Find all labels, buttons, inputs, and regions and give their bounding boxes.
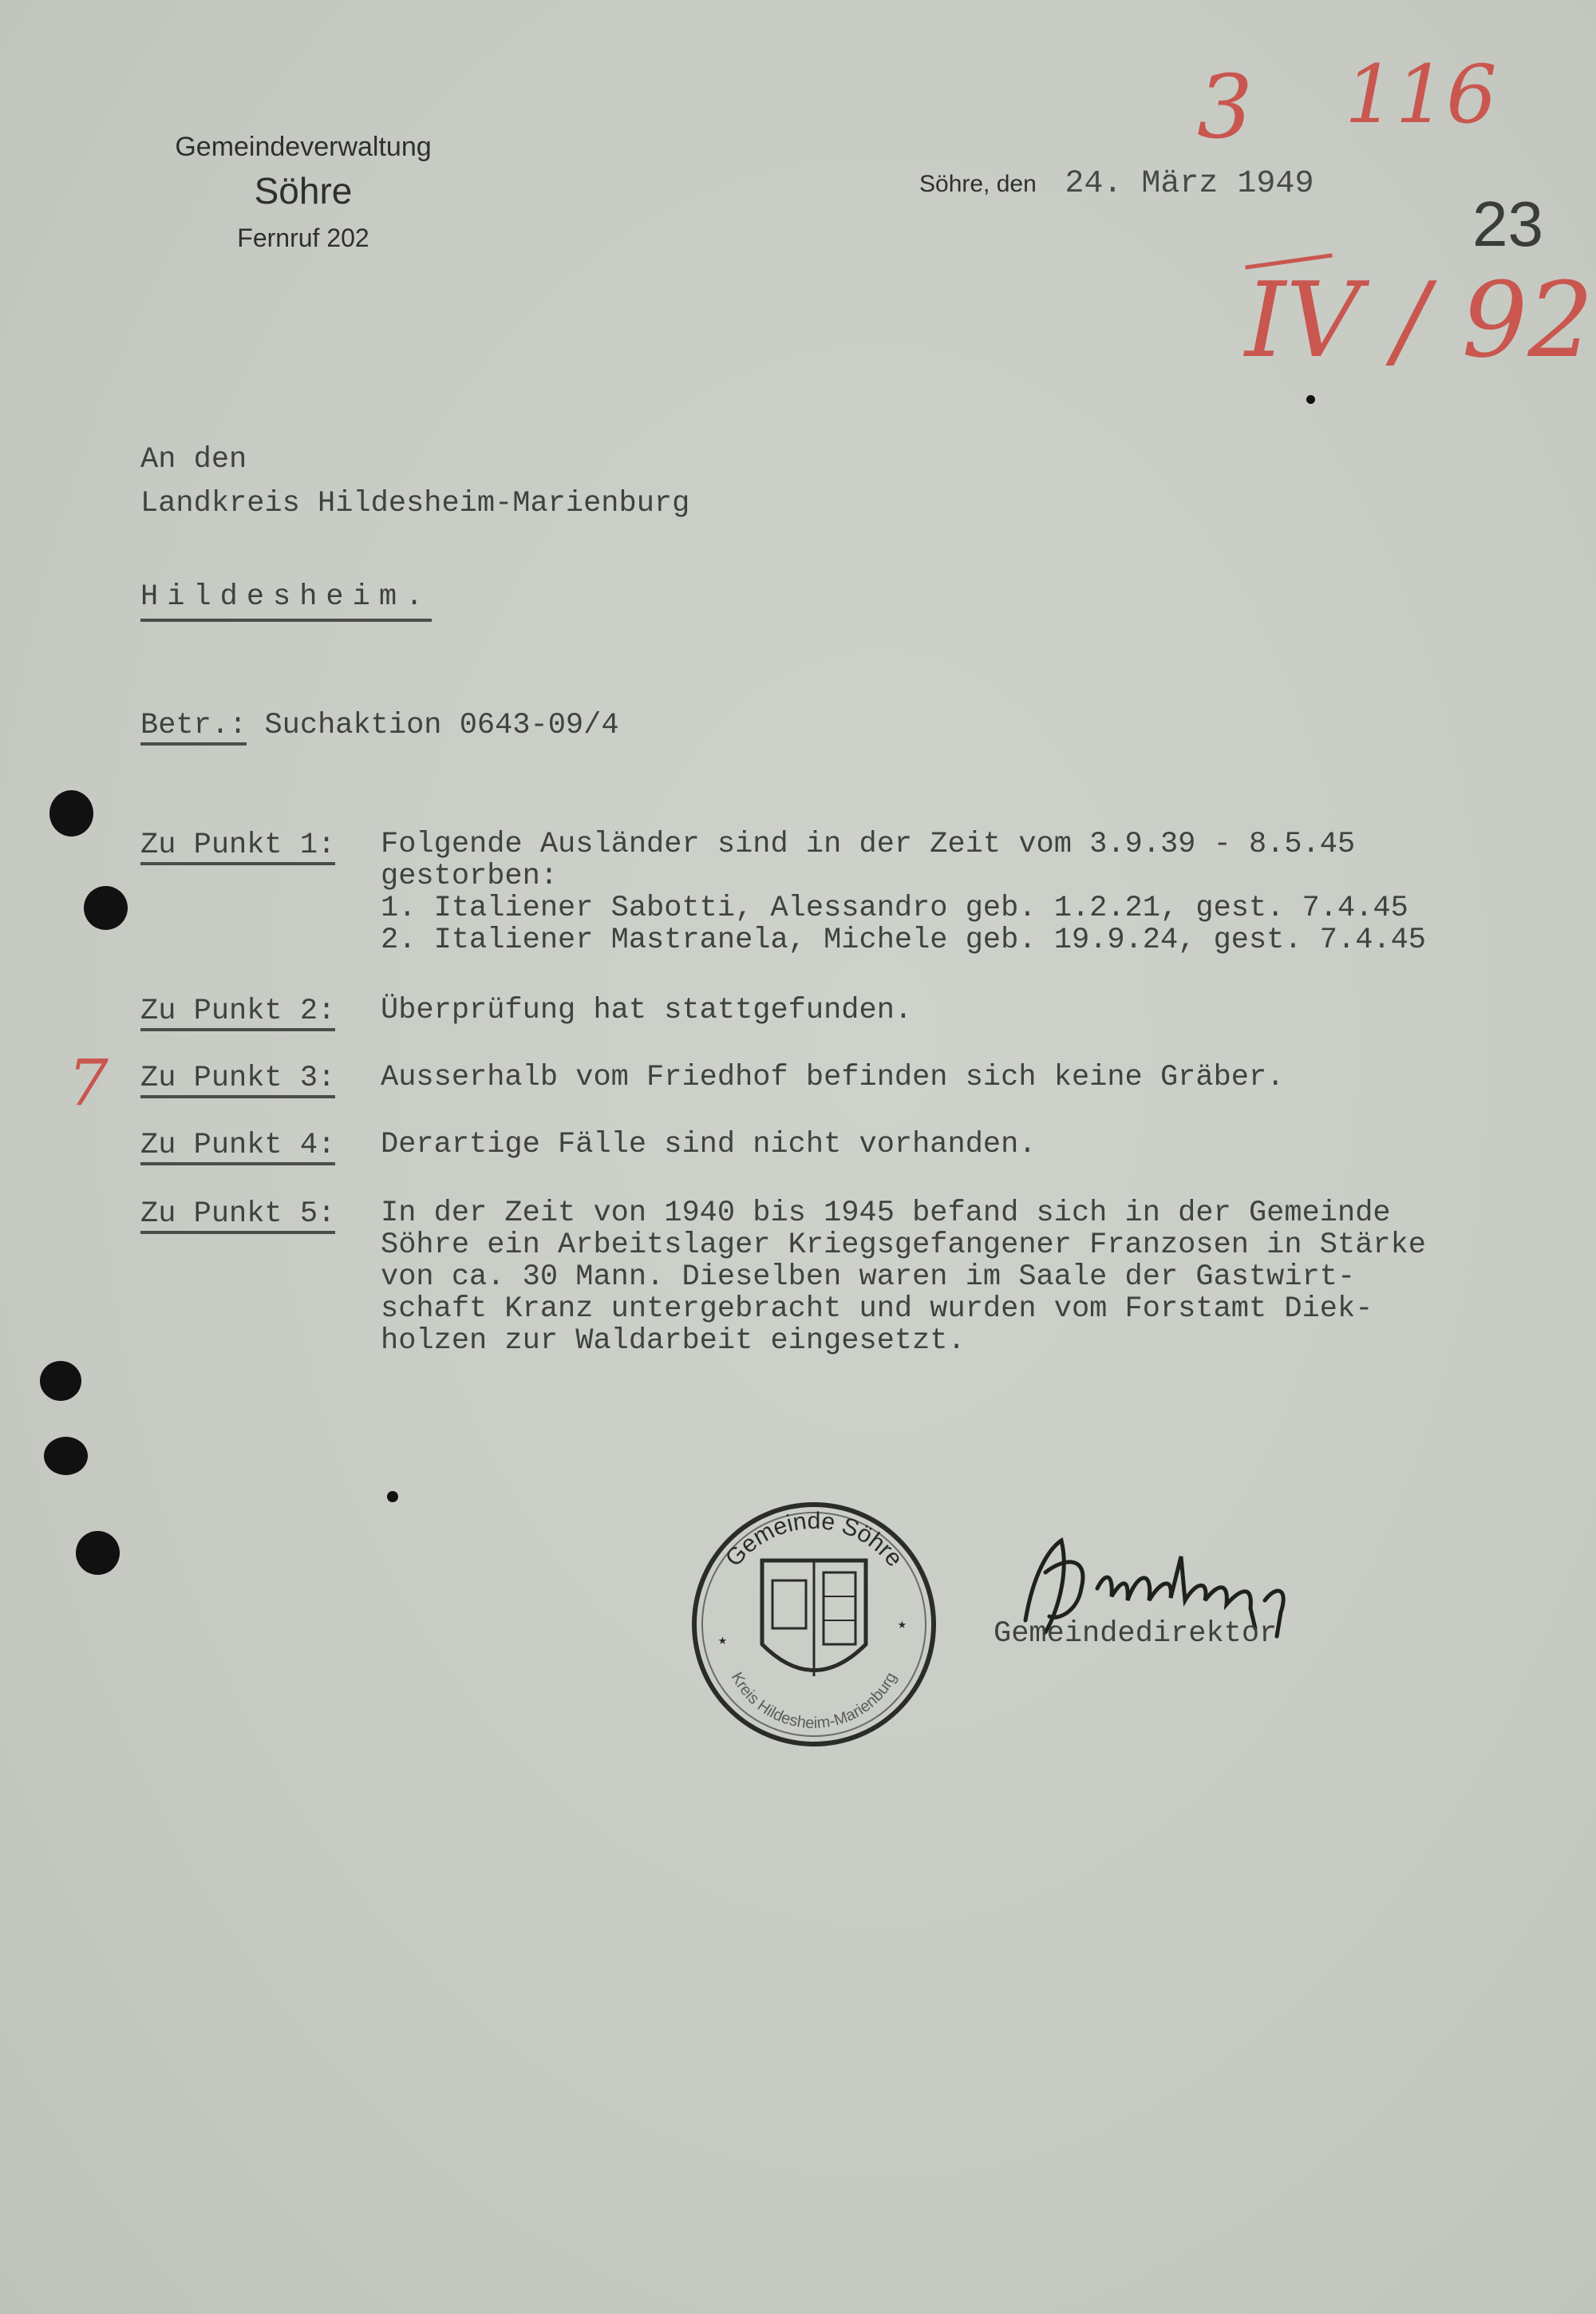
ink-dot <box>387 1491 398 1502</box>
point-5-text: In der Zeit von 1940 bis 1945 befand sich in der Gemeinde Söhre ein Arbeitslager Kriegsgefangener Franzosen in Stärke von ca. 30 Mann. Dieselben waren im Saale der Gastwirt- schaft Kranz untergebracht und wurden vom Forstamt Diek- holzen zur Waldarbeit eingesetzt. <box>381 1197 1427 1358</box>
file-mark-red-roman: IV / 92 <box>1245 259 1594 381</box>
letterhead-org: Gemeindeverwaltung <box>175 132 432 162</box>
letterhead-town: Söhre <box>254 170 353 212</box>
seal-top-text: Gemeinde Söhre <box>720 1507 908 1572</box>
point-1-label: Zu Punkt 1: <box>140 829 335 862</box>
punch-hole <box>44 1437 88 1475</box>
signer-title: Gemeindedirektor <box>994 1617 1278 1651</box>
point-5-label: Zu Punkt 5: <box>140 1197 335 1231</box>
subject-text: Suchaktion 0643-09/4 <box>264 709 619 742</box>
subject-label: Betr.: <box>140 709 247 746</box>
subject-line <box>140 709 619 742</box>
point-3-text: Ausserhalb vom Friedhof befinden sich keine Gräber. <box>381 1061 1285 1094</box>
point-2-text: Überprüfung hat stattgefunden. <box>381 994 913 1027</box>
recipient-line-1: An den <box>140 443 247 477</box>
punch-hole <box>40 1361 81 1401</box>
dateline <box>919 166 1314 202</box>
date-prefix: Söhre, den <box>919 171 1037 197</box>
punch-hole <box>49 790 93 837</box>
point-2-label: Zu Punkt 2: <box>140 995 335 1028</box>
seal-bottom-text: Kreis Hildesheim-Marienburg <box>727 1669 901 1733</box>
ink-dot <box>1306 395 1315 404</box>
point-1-text: Folgende Ausländer sind in der Zeit vom 3.9.39 - 8.5.45 gestorben: 1. Italiener Sabotti, Alessandro geb. 1.2.21, gest. 7.4.45 2. Italiener Mastranela, Michele geb. 19.9.24, gest. 7.4.45 <box>381 828 1427 957</box>
coat-of-arms-icon <box>762 1560 866 1676</box>
point-4-text: Derartige Fälle sind nicht vorhanden. <box>381 1128 1037 1161</box>
municipal-seal-stamp <box>686 1485 942 1756</box>
seal-star-icon: ★ <box>718 1633 727 1649</box>
punch-hole <box>76 1531 120 1575</box>
letterhead <box>160 132 447 253</box>
recipient-city: Hildesheim. <box>140 580 432 622</box>
recipient-line-2: Landkreis Hildesheim-Marienburg <box>140 487 690 520</box>
file-mark-red-1: 3 <box>1197 56 1253 158</box>
file-mark-grey-number: 23 <box>1472 188 1543 259</box>
point-4-label: Zu Punkt 4: <box>140 1129 335 1162</box>
point-3-label: Zu Punkt 3: <box>140 1062 335 1095</box>
seal-star-icon: ★ <box>898 1617 907 1633</box>
letterhead-phone: Fernruf 202 <box>237 223 369 252</box>
file-mark-red-margin: 7 <box>68 1046 109 1120</box>
letter-date: 24. März 1949 <box>1065 166 1314 202</box>
file-mark-red-2: 116 <box>1345 48 1497 141</box>
punch-hole <box>84 886 128 930</box>
